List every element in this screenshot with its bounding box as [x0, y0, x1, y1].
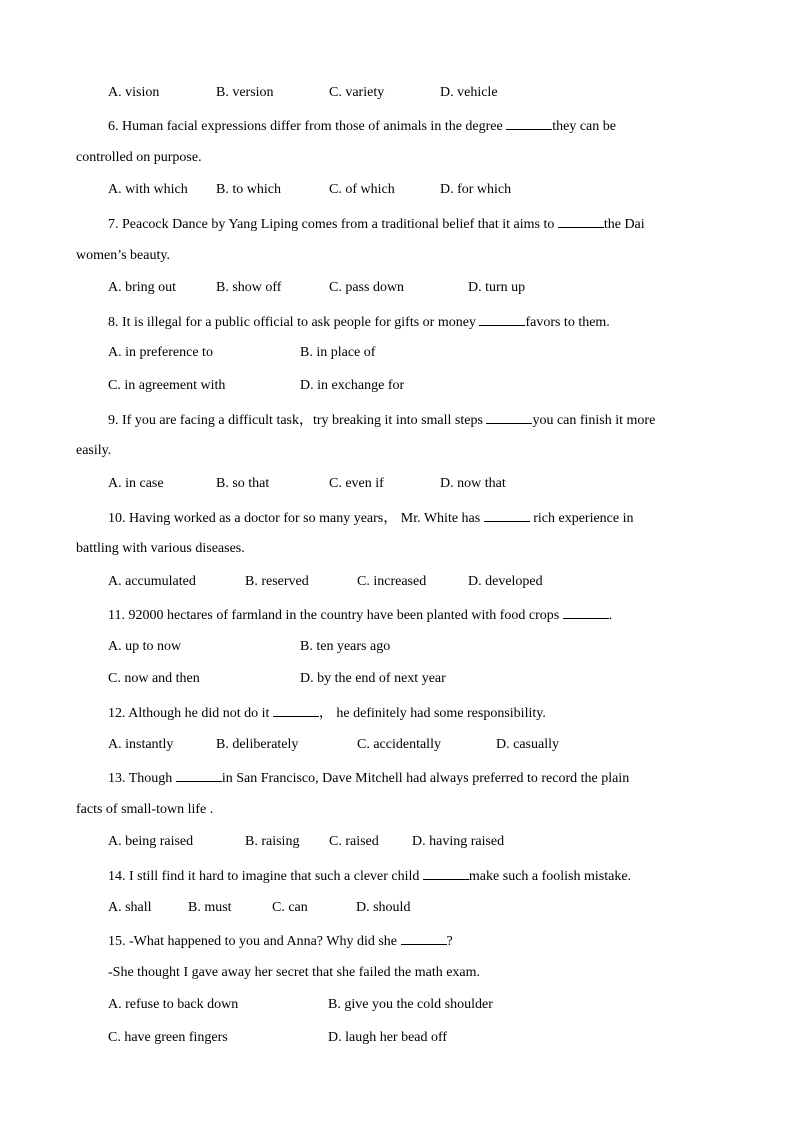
- q7-stem-post: the Dai: [603, 217, 645, 232]
- q7-stem-line2: women’s beauty.: [76, 248, 170, 263]
- q15-option-d: D. laugh her bead off: [328, 1030, 448, 1045]
- q10-option-c: C. increased: [357, 574, 427, 589]
- q15-option-c: C. have green fingers: [108, 1030, 228, 1045]
- q7-option-a: A. bring out: [108, 280, 177, 295]
- q9-blank: [486, 410, 532, 424]
- q13-stem-line1: [108, 768, 629, 788]
- q8-stem-pre: 8. It is illegal for a public official to ask people for gifts or money: [108, 315, 476, 330]
- q15-stem-line1: [108, 931, 453, 951]
- q8-stem-post: favors to them.: [525, 315, 610, 330]
- q10-option-a: A. accumulated: [108, 574, 196, 589]
- q9-stem-line2: easily.: [76, 443, 112, 458]
- q15-stem-pre: 15. -What happened to you and Anna? Why did she: [108, 934, 398, 949]
- q14-stem-post: make such a foolish mistake.: [468, 869, 632, 884]
- q11-option-d: D. by the end of next year: [300, 671, 446, 686]
- q14-option-b: B. must: [188, 900, 232, 915]
- q13-option-d: D. having raised: [412, 834, 505, 849]
- q12-option-c: C. accidentally: [357, 737, 441, 752]
- q13-blank: [176, 768, 222, 782]
- q7-stem-line1: [108, 214, 645, 234]
- q15-option-b: B. give you the cold shoulder: [328, 997, 493, 1012]
- q9-stem-line1: [108, 410, 655, 430]
- q6-blank: [506, 116, 552, 130]
- q15-option-a: A. refuse to back down: [108, 997, 239, 1012]
- q6-stem-line2: controlled on purpose.: [76, 150, 202, 165]
- q15-stem-post: ?: [446, 934, 453, 949]
- q11-stem-pre: 11. 92000 hectares of farmland in the country have been planted with food crops: [108, 608, 560, 623]
- q11-blank: [563, 605, 609, 619]
- q7-option-b: B. show off: [216, 280, 282, 295]
- q12-option-b: B. deliberately: [216, 737, 299, 752]
- q6-stem-line1: [108, 116, 718, 136]
- q8-option-d: D. in exchange for: [300, 378, 405, 393]
- q14-option-a: A. shall: [108, 900, 152, 915]
- q11-option-a: A. up to now: [108, 639, 182, 654]
- q9-option-d: D. now that: [440, 476, 506, 491]
- q10-option-b: B. reserved: [245, 574, 309, 589]
- q9-stem-pre: 9. If you are facing a difficult task，try breaking it into small steps: [108, 413, 483, 428]
- q6-option-c: C. of which: [329, 182, 395, 197]
- q9-option-c: C. even if: [329, 476, 384, 491]
- q11-stem-post: .: [608, 608, 613, 623]
- q13-stem-line2: facts of small-town life .: [76, 802, 214, 817]
- q6-option-d: D. for which: [440, 182, 512, 197]
- q5-option-d: D. vehicle: [440, 85, 498, 100]
- q13-option-a: A. being raised: [108, 834, 194, 849]
- q14-option-d: D. should: [356, 900, 411, 915]
- q5-option-b: B. version: [216, 85, 274, 100]
- q6-option-a: A. with which: [108, 182, 188, 197]
- q13-stem-post: in San Francisco, Dave Mitchell had always preferred to record the plain: [221, 771, 630, 786]
- q8-stem-line1: [108, 312, 610, 332]
- q8-option-b: B. in place of: [300, 345, 376, 360]
- q14-stem-pre: 14. I still find it hard to imagine that such a clever child: [108, 869, 420, 884]
- q10-option-d: D. developed: [468, 574, 543, 589]
- q12-option-d: D. casually: [496, 737, 559, 752]
- q8-blank: [479, 312, 525, 326]
- q11-option-c: C. now and then: [108, 671, 200, 686]
- q15-blank: [401, 931, 447, 945]
- q8-option-c: C. in agreement with: [108, 378, 226, 393]
- q12-option-a: A. instantly: [108, 737, 174, 752]
- q9-option-a: A. in case: [108, 476, 164, 491]
- q10-stem-post: rich experience in: [533, 511, 634, 526]
- q6-option-b: B. to which: [216, 182, 281, 197]
- q7-option-d: D. turn up: [468, 280, 526, 295]
- q10-stem-pre: 10. Having worked as a doctor for so many years， Mr. White has: [108, 511, 481, 526]
- q14-stem-line1: [108, 866, 631, 886]
- q12-stem-pre: 12. Although he did not do it: [108, 706, 270, 721]
- q7-stem-pre: 7. Peacock Dance by Yang Liping comes from a traditional belief that it aims to: [108, 217, 555, 232]
- q11-option-b: B. ten years ago: [300, 639, 391, 654]
- q10-stem-line1: [108, 508, 634, 528]
- q8-option-a: A. in preference to: [108, 345, 213, 360]
- q14-blank: [423, 866, 469, 880]
- q9-stem-post: you can finish it more: [532, 413, 656, 428]
- q7-blank: [558, 214, 604, 228]
- q7-option-c: C. pass down: [329, 280, 405, 295]
- q9-option-b: B. so that: [216, 476, 270, 491]
- q12-stem-post: ， he definitely had some responsibility.: [318, 706, 546, 721]
- q6-stem-post: they can be: [552, 119, 616, 134]
- q10-blank: [484, 508, 530, 522]
- q15-stem-line2: -She thought I gave away her secret that she failed the math exam.: [108, 965, 481, 980]
- q10-stem-line2: battling with various diseases.: [76, 541, 245, 556]
- q12-blank: [273, 703, 319, 717]
- q6-stem-pre: 6. Human facial expressions differ from those of animals in the degree: [108, 119, 503, 134]
- q5-option-c: C. variety: [329, 85, 385, 100]
- q14-option-c: C. can: [272, 900, 308, 915]
- q11-stem-line1: [108, 605, 612, 625]
- q13-option-c: C. raised: [329, 834, 379, 849]
- q13-stem-pre: 13. Though: [108, 771, 173, 786]
- q5-option-a: A. vision: [108, 85, 160, 100]
- q12-stem-line1: [108, 703, 546, 723]
- q13-option-b: B. raising: [245, 834, 300, 849]
